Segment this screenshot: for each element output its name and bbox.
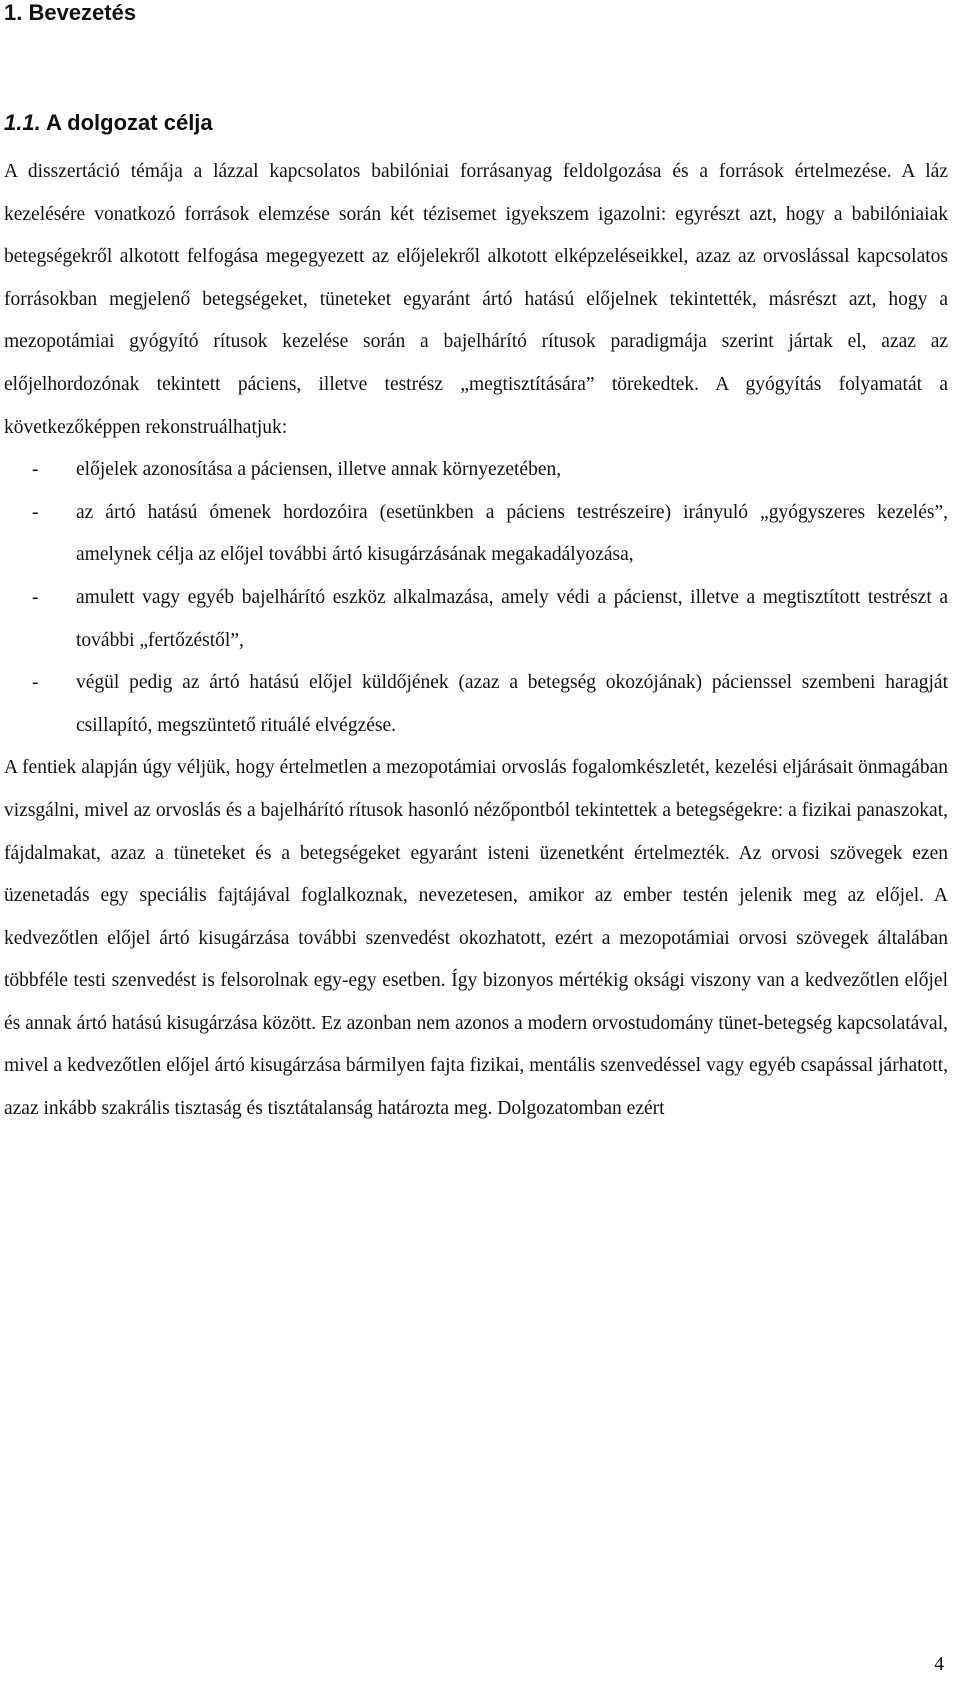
list-item-text: előjelek azonosítása a páciensen, illetve annak környezetében, <box>76 459 562 481</box>
chapter-heading: 1. Bevezetés <box>4 0 137 25</box>
list-dash: - <box>32 501 39 523</box>
list-item-text: amulett vagy egyéb bajelhárító eszköz alkalmazása, amely védi a pácienst, illetve a megtisztított testrészt a további „fertőzéstől”, <box>76 586 948 651</box>
list-item-text: az ártó hatású ómenek hordozóira (esetünkben a páciens testrészeire) irányuló „gyógyszeres kezelés”, amelynek célja az előjel további ártó kisugárzásának megakadályozása, <box>76 501 948 566</box>
list-item <box>4 492 948 577</box>
body-text <box>4 151 948 1131</box>
conclusion-paragraph: A fentiek alapján úgy véljük, hogy értelmetlen a mezopotámiai orvoslás fogalomkészletét, kezelési eljárásait önmagában vizsgálni, mivel az orvoslás és a bajelhárító rítusok hasonló nézőpontból tekintettek a betegségekre: a fizikai panaszokat, fájdalmakat, azaz a tüneteket és a betegségeket egyaránt isteni üzenetként értelmezték. Az orvosi szövegek ezen üzenetadás egy speciális fajtájával foglalkoznak, nevezetesen, amikor az ember testén jelenik meg az előjel. A kedvezőtlen előjel ártó kisugárzása további szenvedést okozhatott, ezért a mezopotámiai orvosi szövegek általában többféle testi szenvedést is felsorolnak egy-egy esetben. Így bizonyos mértékig oksági viszony van a kedvezőtlen előjel és annak ártó hatású kisugárzása között. Ez azonban nem azonos a modern orvostudomány tünet-betegség kapcsolatával, mivel a kedvezőtlen előjel ártó kisugárzása bármilyen fajta fizikai, mentális szenvedéssel vagy egyéb csapással járhatott, azaz inkább szakrális tisztaság és tisztátalanság határozta meg. Dolgozatomban ezért <box>4 757 948 1120</box>
section-heading <box>4 108 213 138</box>
list-item <box>4 577 948 662</box>
intro-paragraph: A disszertáció témája a lázzal kapcsolatos babilóniai forrásanyag feldolgozása és a források értelmezése. A láz kezelésére vonatkozó források elemzése során két tézisemet igyekszem igazolni: egyrészt azt, hogy a babilóniaiak betegségekről alkotott felfogása megegyezett az előjelekről alkotott elképzeléseikkel, azaz az orvoslással kapcsolatos forrásokban megjelenő betegségeket, tüneteket egyaránt ártó hatású előjelnek tekintették, másrészt azt, hogy a mezopotámiai gyógyító rítusok kezelése során a bajelhárító rítusok paradigmája szerint jártak el, azaz az előjelhordozónak tekintett páciens, illetve testrész „megtisztítására” törekedtek. A gyógyítás folyamatát a következőképpen rekonstruálhatjuk: <box>4 161 948 438</box>
list-dash: - <box>32 672 39 694</box>
list-item <box>4 449 948 492</box>
list-dash: - <box>32 586 39 608</box>
page-number: 4 <box>934 1654 944 1675</box>
list-item-text: végül pedig az ártó hatású előjel küldőjének (azaz a betegség okozójának) pácienssel szembeni haragját csillapító, megszüntető rituálé elvégzése. <box>76 672 948 736</box>
healing-steps-list <box>4 449 948 747</box>
list-item <box>4 662 948 747</box>
list-dash: - <box>32 459 39 481</box>
section-number: 1.1. <box>4 110 41 135</box>
section-title: A dolgozat célja <box>46 110 213 135</box>
